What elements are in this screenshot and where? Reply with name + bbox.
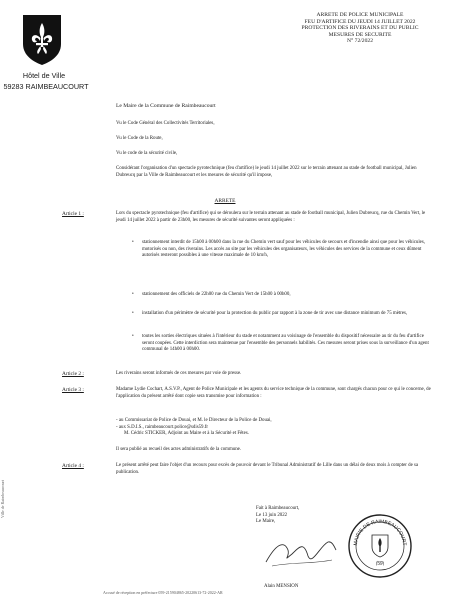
- article-3-recipients: [116, 418, 436, 438]
- article-2-label: Article 2 :: [62, 371, 84, 377]
- title-line: MESURES DE SECURITE: [328, 31, 392, 38]
- signature-block: [256, 506, 356, 526]
- bullet-dot: •: [132, 292, 134, 297]
- article-1-bullet: [132, 240, 436, 260]
- decree-number: N° 72/2022: [346, 38, 373, 44]
- article-2-text: Les riverains seront informés de ces mesures par voie de presse.: [116, 371, 242, 376]
- article-4-text: Le présent arrêté peut faire l'objet d'un recours pour excès de pouvoir devant le Tribunal Administratif de Lille dans un délai de deux mois à compter de sa publication.: [116, 463, 419, 475]
- article-4-label: Article 4 :: [62, 463, 84, 469]
- article-3-label: Article 3 :: [62, 387, 84, 393]
- bullet-text: stationnement des officiels de 22h00 rue du Chemin Vert de 15h00 à 00h00,: [142, 292, 291, 297]
- article-1-label: Article 1 :: [62, 211, 84, 217]
- signature-place: Fait à Raimbeaucourt,: [256, 506, 300, 511]
- visa-1: Vu le Code Général des Collectivités Territoriales,: [116, 121, 215, 126]
- recipient-item: M. Cédric STICKER, Adjoint au Maire et à la Sécurité et Fêtes.: [124, 431, 249, 437]
- decree-title: [275, 12, 445, 45]
- mayor-line: Le Maire de la Commune de Raimbeaucourt: [116, 103, 216, 109]
- handwritten-signature: [262, 532, 342, 572]
- footer-reference: Accusé de réception en préfecture 059-215904865-20220613-72-2022-AR: [103, 590, 223, 595]
- signature-role: Le Maire,: [256, 519, 276, 524]
- title-line: ARRETE DE POLICE MUNICIPALE: [316, 12, 404, 18]
- bullet-text: installation d'un périmètre de sécurité pour la protection du public par rapport à la zone de tir avec une distance minimum de 75 mètres,: [142, 311, 408, 316]
- article-1-bullet: [132, 292, 436, 299]
- recipient-item: - aux S.D.I.S., raimbeaucourt.police@sdis59.fr: [116, 424, 208, 430]
- recipient-item: - au Commissariat de Police de Douai, et M. le Directeur de la Police de Douai,: [116, 418, 272, 423]
- bullet-dot: •: [132, 240, 134, 245]
- signature-date: Le 13 juin 2022: [256, 512, 288, 518]
- stamp-top-text: MAIRIE DE RAIMBEAUCOURT: [352, 518, 408, 546]
- article-3-closing: Il sera publié au recueil des actes administratifs de la commune.: [116, 447, 242, 452]
- side-margin-note: Ville de Raimbeaucourt: [0, 480, 5, 518]
- arrete-heading: ARRETE: [214, 198, 236, 204]
- coat-of-arms-icon: [22, 14, 62, 66]
- title-line: FEU D'ARTIFICE DU JEUDI 14 JUILLET 2022: [304, 18, 416, 25]
- visa-3: Vu le code de la sécurité civile,: [116, 151, 178, 156]
- town-address: 59283 RAIMBEAUCOURT: [3, 82, 89, 91]
- bullet-text: stationnement interdit de 15h00 à 00h00 dans la rue du Chemin vert sauf pour les véhicules de secours et d'incendie ainsi que pour les véhicules, motorisés ou non, des riverains. Les accès au site par les véhicules des organisateurs, les véhicules des services de la commune et ceux dûment autorisés resteront possibles à une vitesse maximale de 10 km/h,: [142, 240, 425, 259]
- title-line: PROTECTION DES RIVERAINS ET DU PUBLIC: [301, 25, 419, 31]
- article-1-bullet: [132, 334, 436, 354]
- visa-2: Vu le Code de la Route,: [116, 136, 163, 141]
- official-stamp: [347, 513, 413, 579]
- stamp-crest-icon: [372, 535, 388, 557]
- article-1-bullet: [132, 311, 436, 318]
- bullet-dot: •: [132, 311, 134, 316]
- bullet-dot: •: [132, 334, 134, 339]
- town-hall-label: Hôtel de Ville: [22, 71, 66, 80]
- bullet-text: toutes les sorties électriques situées à l'intérieur du stade et notamment au voisinage de l'ensemble du dispositif nécessaire au tir du feu d'artifice seront coupées. Cette interdiction sera maintenue par l'ensemble des personnels habilités. Ces mesures seront prises sous la surveillance d'un agent communal de 14h00 à 00h00.: [142, 334, 429, 353]
- stamp-bottom-text: (59): [375, 560, 385, 567]
- mayor-name: Alain MENSION: [264, 584, 299, 589]
- article-3-text: Madame Lydie Cochart, A.S.V.P., Agent de Police Municipale et les agents du service technique de la commune, sont chargés chacun pour ce qui le concerne, de l'application du présent arrêté dont copie sera transmise pour information :: [116, 387, 431, 399]
- considerant: Considérant l'organisation d'un spectacle pyrotechnique (feu d'artifice) le jeudi 14 juillet 2022 sur le terrain attenant au stade de football municipal, Julien Dubreucq par la Ville de Raimbeaucourt et les mesures de sécurité qu'il impose,: [116, 166, 417, 178]
- article-1-intro: Lors du spectacle pyrotechnique (feu d'artifice) qui se déroulera sur le terrain attenant au stade de football municipal, Julien Dubreucq, rue du Chemin Vert, le jeudi 14 juillet 2022 à partir de 23h00, les mesures de sécurité suivantes seront appliquées :: [116, 211, 426, 223]
